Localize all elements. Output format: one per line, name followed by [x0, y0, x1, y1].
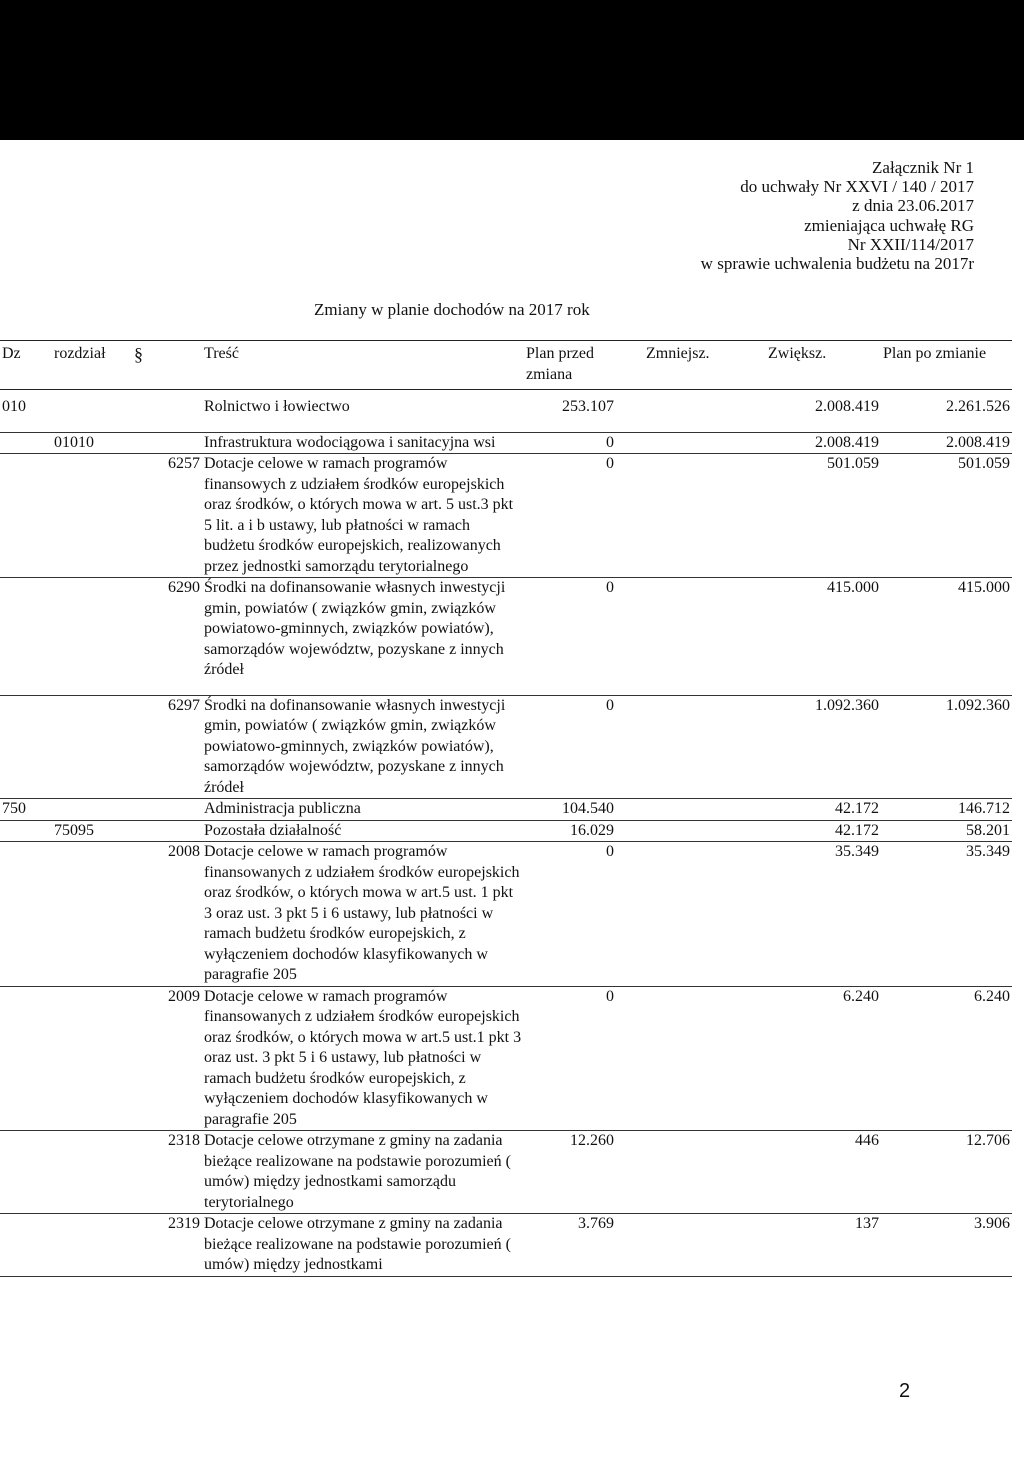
- cell-zmniejsz: [644, 820, 766, 842]
- cell-dz: [0, 695, 52, 799]
- cell-plan-przed: 0: [524, 695, 644, 799]
- cell-tresc: Infrastruktura wodociągowa i sanitacyjna wsi: [202, 432, 524, 454]
- cell-zwieksz: 446: [766, 1131, 881, 1214]
- paragraph-icon: §: [134, 344, 143, 364]
- col-header-zwieksz: Zwiększ.: [766, 341, 881, 390]
- cell-plan-przed: 0: [524, 986, 644, 1131]
- cell-tresc: Rolnictwo i łowiectwo: [202, 390, 524, 433]
- cell-plan-przed: 0: [524, 842, 644, 987]
- cell-zmniejsz: [644, 390, 766, 433]
- cell-rozdzial: [52, 578, 132, 696]
- cell-tresc: Środki na dofinansowanie własnych inwestycji gmin, powiatów ( związków gmin, związków powiatowo-gminnych, związków powiatów), samorządów województw, pozyskane z innych źródeł: [202, 695, 524, 799]
- cell-zmniejsz: [644, 1131, 766, 1214]
- cell-plan-po: 2.008.419: [881, 432, 1012, 454]
- cell-zmniejsz: [644, 842, 766, 987]
- cell-rozdzial: 01010: [52, 432, 132, 454]
- cell-rozdzial: [52, 986, 132, 1131]
- cell-zmniejsz: [644, 454, 766, 578]
- cell-plan-przed: 0: [524, 454, 644, 578]
- cell-zwieksz: 2.008.419: [766, 432, 881, 454]
- col-header-tresc: Treść: [202, 341, 524, 390]
- cell-rozdzial: [52, 1214, 132, 1277]
- cell-dz: [0, 1131, 52, 1214]
- document-page: [0, 140, 1024, 1461]
- cell-plan-po: 146.712: [881, 799, 1012, 821]
- cell-plan-po: 58.201: [881, 820, 1012, 842]
- cell-plan-po: 35.349: [881, 842, 1012, 987]
- cell-rozdzial: [52, 454, 132, 578]
- header-line: do uchwały Nr XXVI / 140 / 2017: [740, 177, 974, 197]
- cell-paragraf: 6297: [132, 695, 202, 799]
- col-header-plan-przed: Plan przed zmiana: [524, 341, 644, 390]
- cell-zwieksz: 501.059: [766, 454, 881, 578]
- cell-dz: [0, 820, 52, 842]
- table-row: [0, 454, 1012, 578]
- cell-tresc: Administracja publiczna: [202, 799, 524, 821]
- document-title: Zmiany w planie dochodów na 2017 rok: [314, 300, 590, 319]
- cell-rozdzial: [52, 390, 132, 433]
- cell-paragraf: 6290: [132, 578, 202, 696]
- cell-plan-przed: 104.540: [524, 799, 644, 821]
- table-row: [0, 695, 1012, 799]
- cell-zwieksz: 137: [766, 1214, 881, 1277]
- cell-plan-po: 415.000: [881, 578, 1012, 696]
- cell-paragraf: [132, 390, 202, 433]
- header-line: z dnia 23.06.2017: [852, 196, 974, 216]
- cell-plan-przed: 0: [524, 578, 644, 696]
- cell-plan-po: 6.240: [881, 986, 1012, 1131]
- cell-zwieksz: 1.092.360: [766, 695, 881, 799]
- cell-plan-po: 1.092.360: [881, 695, 1012, 799]
- cell-rozdzial: [52, 695, 132, 799]
- table-row: [0, 842, 1012, 987]
- cell-zmniejsz: [644, 432, 766, 454]
- header-line: w sprawie uchwalenia budżetu na 2017r: [700, 254, 974, 274]
- cell-dz: [0, 842, 52, 987]
- cell-paragraf: 2318: [132, 1131, 202, 1214]
- cell-zmniejsz: [644, 1214, 766, 1277]
- cell-tresc: Pozostała działalność: [202, 820, 524, 842]
- col-header-rozdzial: rozdział: [52, 341, 132, 390]
- header-line: Nr XXII/114/2017: [847, 234, 974, 254]
- cell-plan-po: 501.059: [881, 454, 1012, 578]
- col-header-paragraf: [132, 341, 202, 390]
- cell-rozdzial: 75095: [52, 820, 132, 842]
- cell-paragraf: 2319: [132, 1214, 202, 1277]
- cell-zmniejsz: [644, 578, 766, 696]
- cell-zwieksz: 415.000: [766, 578, 881, 696]
- cell-zmniejsz: [644, 986, 766, 1131]
- cell-dz: [0, 578, 52, 696]
- cell-rozdzial: [52, 1131, 132, 1214]
- cell-dz: [0, 454, 52, 578]
- table-row: [0, 432, 1012, 454]
- cell-paragraf: [132, 432, 202, 454]
- cell-dz: [0, 986, 52, 1131]
- col-header-plan-po: Plan po zmianie: [881, 341, 1012, 390]
- cell-zwieksz: 42.172: [766, 820, 881, 842]
- budget-table: [0, 340, 1012, 1277]
- cell-tresc: Dotacje celowe w ramach programów finansowych z udziałem środków europejskich oraz środków, o których mowa w art. 5 ust.3 pkt 5 lit. a i b ustawy, lub płatności w ramach budżetu środków europejskich, realizowanych przez jednostki samorządu terytorialnego: [202, 454, 524, 578]
- cell-plan-po: 3.906: [881, 1214, 1012, 1277]
- cell-paragraf: 6257: [132, 454, 202, 578]
- cell-paragraf: [132, 799, 202, 821]
- attachment-header: [701, 158, 974, 273]
- table-row: [0, 1131, 1012, 1214]
- table-row: [0, 578, 1012, 696]
- cell-dz: 010: [0, 390, 52, 433]
- cell-zwieksz: 42.172: [766, 799, 881, 821]
- page-number: 2: [899, 1380, 911, 1402]
- cell-plan-przed: 12.260: [524, 1131, 644, 1214]
- cell-paragraf: [132, 820, 202, 842]
- cell-paragraf: 2008: [132, 842, 202, 987]
- cell-plan-przed: 253.107: [524, 390, 644, 433]
- cell-dz: [0, 432, 52, 454]
- cell-plan-po: 12.706: [881, 1131, 1012, 1214]
- header-line: zmieniająca uchwałę RG: [804, 215, 974, 235]
- cell-dz: 750: [0, 799, 52, 821]
- cell-tresc: Dotacje celowe otrzymane z gminy na zadania bieżące realizowane na podstawie porozumień ( umów) między jednostkami: [202, 1214, 524, 1277]
- table-row: [0, 1214, 1012, 1277]
- cell-zmniejsz: [644, 695, 766, 799]
- cell-zwieksz: 6.240: [766, 986, 881, 1131]
- cell-tresc: Dotacje celowe w ramach programów finansowanych z udziałem środków europejskich oraz środków, o których mowa w art.5 ust.1 pkt 3 oraz ust. 3 pkt 5 i 6 ustawy, lub płatności w ramach budżetu środków europejskich, z wyłączeniem dochodów klasyfikowanych w paragrafie 205: [202, 986, 524, 1131]
- cell-tresc: Środki na dofinansowanie własnych inwestycji gmin, powiatów ( związków gmin, związków powiatowo-gminnych, związków powiatów), samorządów województw, pozyskane z innych źródeł: [202, 578, 524, 696]
- header-line: Załącznik Nr 1: [872, 158, 974, 177]
- table-row: [0, 820, 1012, 842]
- cell-plan-przed: 0: [524, 432, 644, 454]
- cell-plan-przed: 16.029: [524, 820, 644, 842]
- table-row: [0, 390, 1012, 433]
- cell-plan-po: 2.261.526: [881, 390, 1012, 433]
- cell-zwieksz: 35.349: [766, 842, 881, 987]
- table-row: [0, 799, 1012, 821]
- cell-plan-przed: 3.769: [524, 1214, 644, 1277]
- cell-tresc: Dotacje celowe otrzymane z gminy na zadania bieżące realizowane na podstawie porozumień ( umów) między jednostkami samorządu terytorialnego: [202, 1131, 524, 1214]
- table-row: [0, 986, 1012, 1131]
- col-header-dz: Dz: [0, 341, 52, 390]
- cell-paragraf: 2009: [132, 986, 202, 1131]
- cell-zwieksz: 2.008.419: [766, 390, 881, 433]
- cell-zmniejsz: [644, 799, 766, 821]
- cell-rozdzial: [52, 799, 132, 821]
- table-header-row: [0, 341, 1012, 390]
- cell-tresc: Dotacje celowe w ramach programów finansowanych z udziałem środków europejskich oraz środków, o których mowa w art.5 ust. 1 pkt 3 oraz ust. 3 pkt 5 i 6 ustawy, lub płatności w ramach budżetu środków europejskich, z wyłączeniem dochodów klasyfikowanych w paragrafie 205: [202, 842, 524, 987]
- cell-rozdzial: [52, 842, 132, 987]
- col-header-zmniejsz: Zmniejsz.: [644, 341, 766, 390]
- cell-dz: [0, 1214, 52, 1277]
